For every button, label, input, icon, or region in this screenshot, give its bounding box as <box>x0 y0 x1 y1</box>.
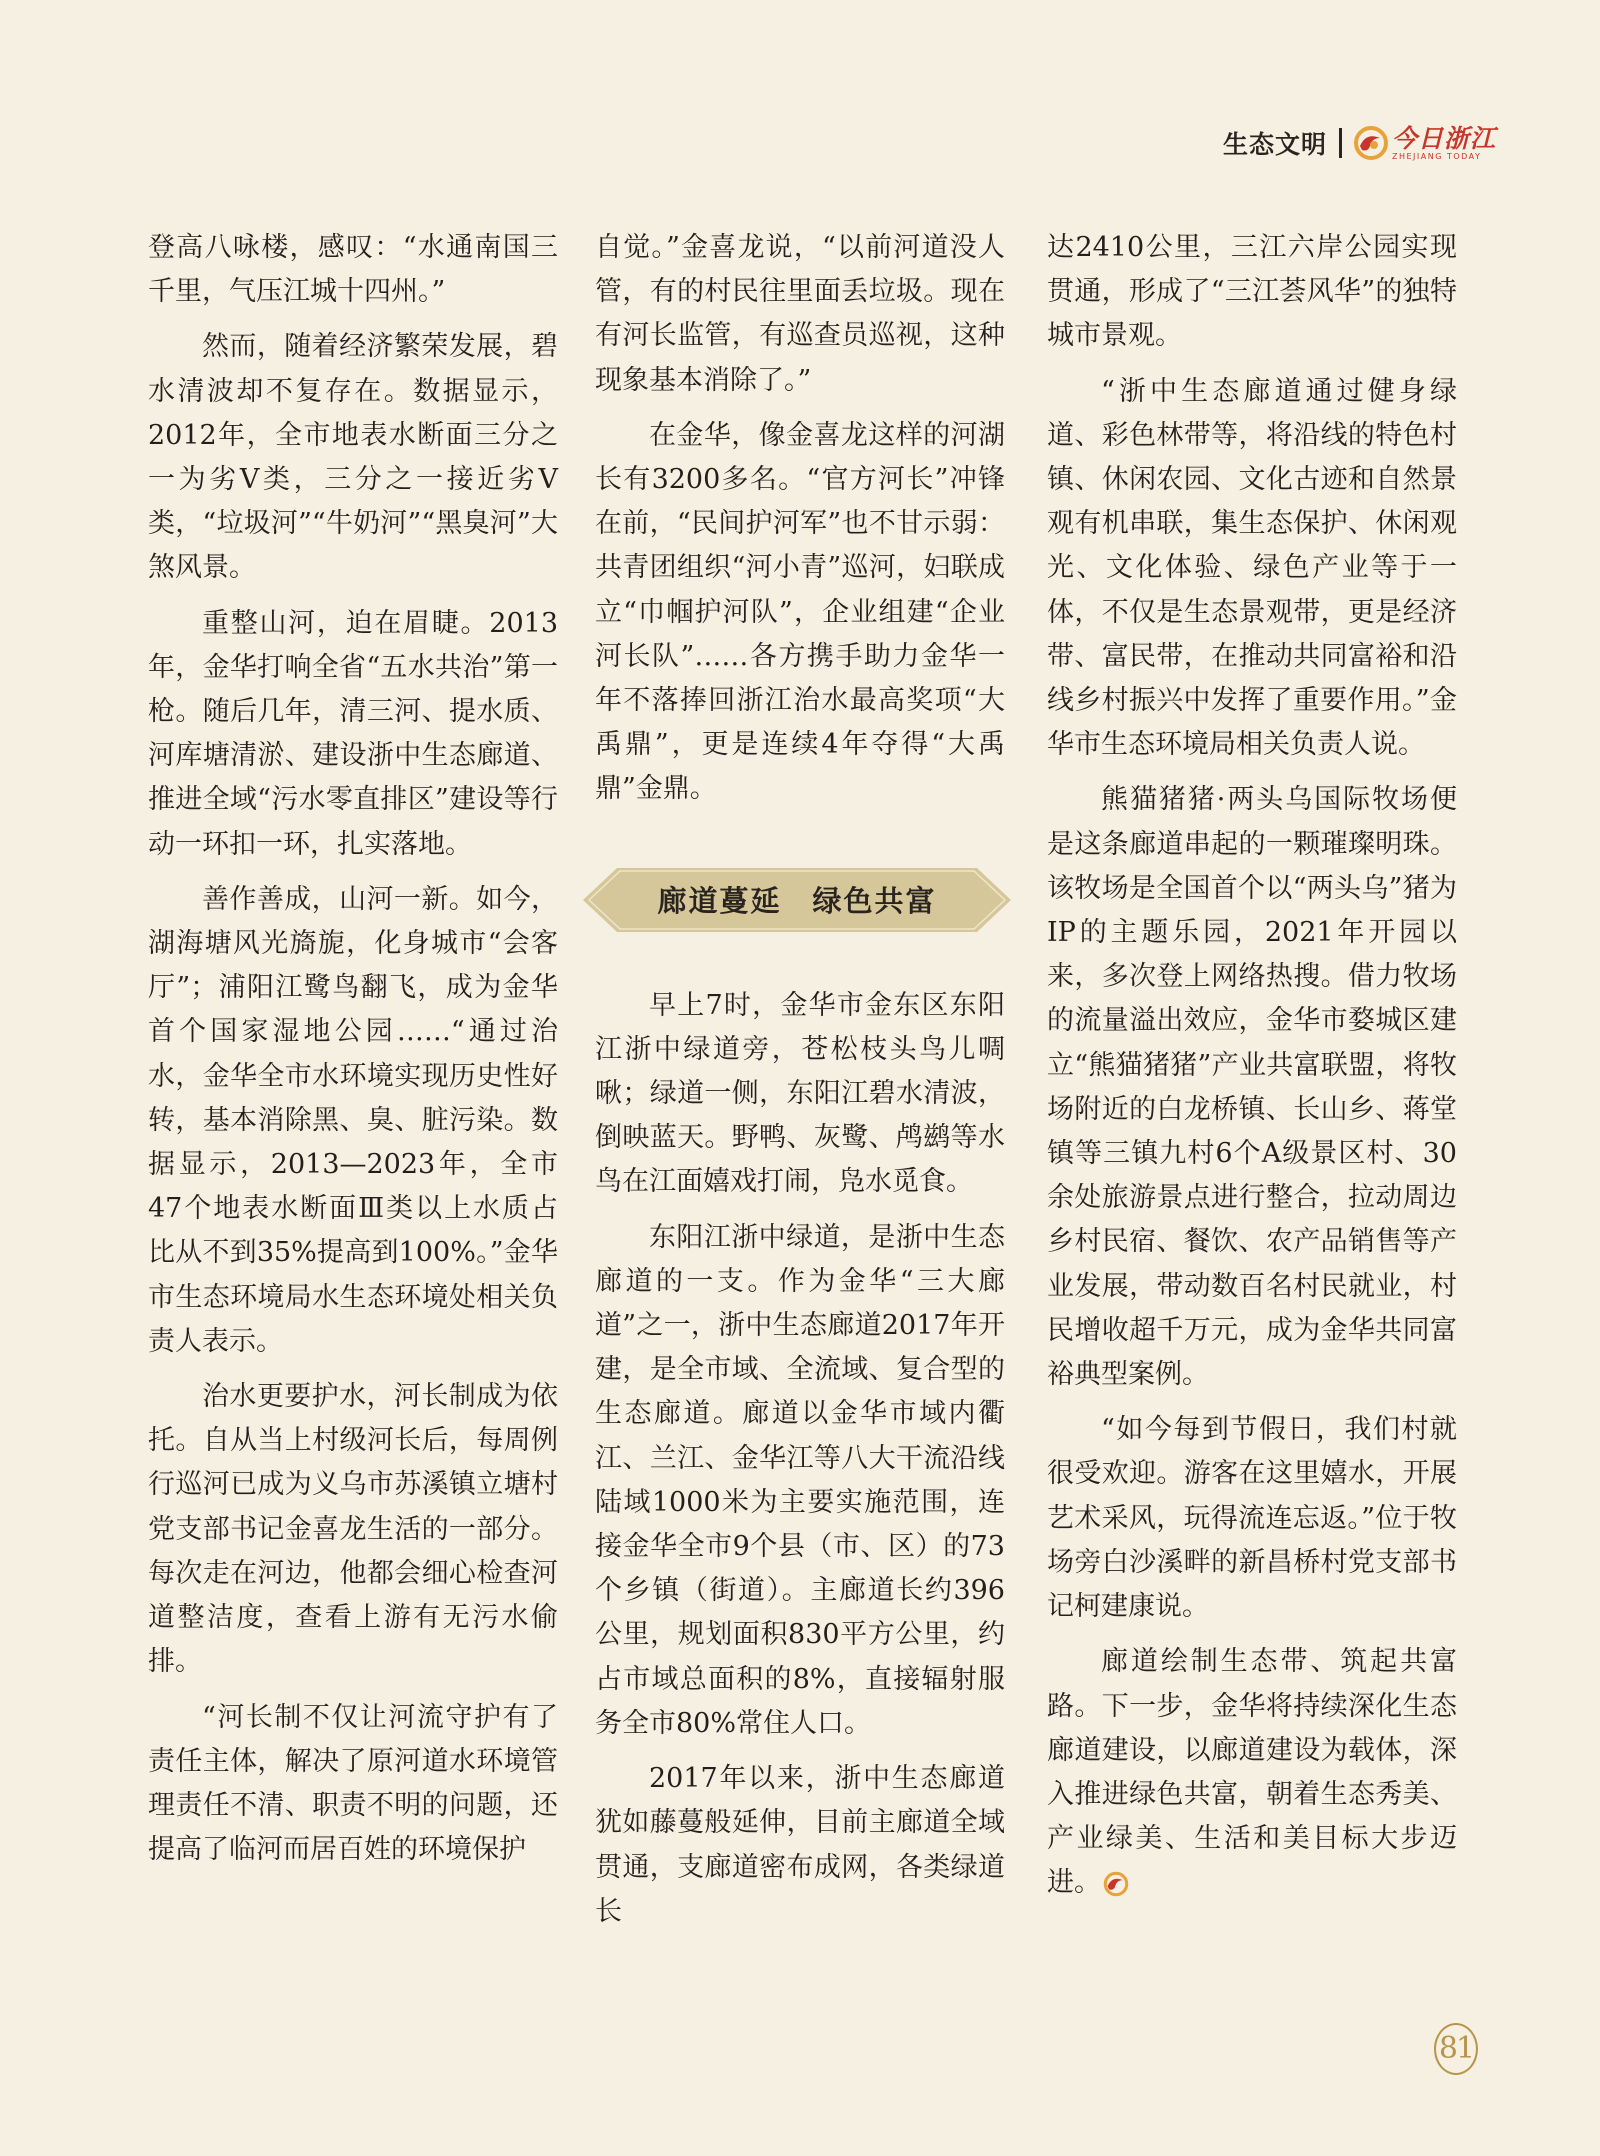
paragraph: “如今每到节假日，我们村就很受欢迎。游客在这里嬉水，开展艺术采风，玩得流连忘返。”位于牧场旁白沙溪畔的新昌桥村党支部书记柯建康说。 <box>1047 1414 1457 1623</box>
article-column-1 <box>148 226 558 1883</box>
paragraph: 东阳江浙中绿道，是浙中生态廊道的一支。作为金华“三大廊道”之一，浙中生态廊道2017年开建，是全市域、全流域、复合型的生态廊道。廊道以金华市域内衢江、兰江、金华江等八大干流沿线陆域1000米为主要实施范围，连接金华全市9个县（市、区）的73个乡镇（街道）。主廊道长约396公里，规划面积830平方公里，约占市域总面积的8%，直接辐射服务全市80%常住人口。 <box>595 1221 1005 1739</box>
article-column-3 <box>1047 226 1457 1917</box>
paragraph: 登高八咏楼，感叹：“水通南国三千里，气压江城十四州。” <box>148 232 558 308</box>
paragraph: 2017年以来，浙中生态廊道犹如藤蔓般延伸，目前主廊道全域贯通，支廊道密布成网，各类绿道长 <box>595 1763 1005 1927</box>
section-heading-banner <box>583 868 1011 932</box>
header-divider <box>1339 128 1342 158</box>
paragraph <box>1047 1640 1457 1905</box>
paragraph: 重整山河，迫在眉睫。2013年，金华打响全省“五水共治”第一枪。随后几年，清三河、提水质、河库塘清淤、建设浙中生态廊道、推进全域“污水零直排区”建设等行动一环扣一环，扎实落地。 <box>148 607 558 860</box>
paragraph: 治水更要护水，河长制成为依托。自从当上村级河长后，每周例行巡河已成为义乌市苏溪镇立塘村党支部书记金喜龙生活的一部分。每次走在河边，他都会细心检查河道整洁度，查看上游有无污水偷排。 <box>148 1381 558 1678</box>
paragraph: 自觉。”金喜龙说，“以前河道没人管，有的村民往里面丢垃圾。现在有河长监管，有巡查员巡视，这种现象基本消除了。” <box>595 232 1005 396</box>
logo-chinese-text: 今日浙江 <box>1391 123 1496 153</box>
paragraph: 然而，随着经济繁荣发展，碧水清波却不复存在。数据显示，2012年，全市地表水断面三分之一为劣Ⅴ类，三分之一接近劣Ⅴ类，“垃圾河”“牛奶河”“黑臭河”大煞风景。 <box>148 331 558 584</box>
end-mark-icon <box>1103 1871 1129 1897</box>
logo-english-text: ZHEJIANG TODAY <box>1391 151 1482 161</box>
magazine-logo <box>1354 123 1496 161</box>
paragraph: “浙中生态廊道通过健身绿道、彩色林带等，将沿线的特色村镇、休闲农园、文化古迹和自然景观有机串联，集生态保护、休闲观光、文化体验、绿色产业等于一体，不仅是生态景观带，更是经济带、富民带，在推动共同富裕和沿线乡村振兴中发挥了重要作用。”金华市生态环境局相关负责人说。 <box>1047 375 1457 761</box>
swirl-logo-icon <box>1354 126 1388 160</box>
article-column-2 <box>595 226 1005 1945</box>
paragraph: 熊猫猪猪·两头乌国际牧场便是这条廊道串起的一颗璀璨明珠。该牧场是全国首个以“两头乌”猪为IP的主题乐园，2021年开园以来，多次登上网络热搜。借力牧场的流量溢出效应，金华市婺城区建立“熊猫猪猪”产业共富联盟，将牧场附近的白龙桥镇、长山乡、蒋堂镇等三镇九村6个A级景区村、30余处旅游景点进行整合，拉动周边乡村民宿、餐饮、农产品销售等产业发展，带动数百名村民就业，村民增收超千万元，成为金华共同富裕典型案例。 <box>1047 784 1457 1391</box>
paragraph: “河长制不仅让河流守护有了责任主体，解决了原河道水环境管理责任不清、职责不明的问题，还提高了临河而居百姓的环境保护 <box>148 1701 558 1866</box>
paragraph-text: 廊道绘制生态带、筑起共富路。下一步，金华将持续深化生态廊道建设，以廊道建设为载体，深入推进绿色共富，朝着生态秀美、产业绿美、生活和美目标大步迈进。 <box>1047 1646 1457 1899</box>
paragraph: 善作善成，山河一新。如今，湖海塘风光旖旎，化身城市“会客厅”；浦阳江鹭鸟翻飞，成为金华首个国家湿地公园……“通过治水，金华全市水环境实现历史性好转，基本消除黑、臭、脏污染。数据显示，2013—2023年，全市47个地表水断面Ⅲ类以上水质占比从不到35%提高到100%。”金华市生态环境局水生态环境处相关负责人表示。 <box>148 883 558 1357</box>
page-header <box>1223 118 1496 168</box>
paragraph: 早上7时，金华市金东区东阳江浙中绿道旁，苍松枝头鸟儿啁啾；绿道一侧，东阳江碧水清波，倒映蓝天。野鸭、灰鹭、鸬鹚等水鸟在江面嬉戏打闹，凫水觅食。 <box>595 989 1005 1198</box>
paragraph: 在金华，像金喜龙这样的河湖长有3200多名。“官方河长”冲锋在前，“民间护河军”也不甘示弱：共青团组织“河小青”巡河，妇联成立“巾帼护河队”，企业组建“企业河长队”……各方携手助力金华一年不落捧回浙江治水最高奖项“大禹鼎”，更是连续4年夺得“大禹鼎”金鼎。 <box>595 419 1005 805</box>
page-number: 81 <box>1434 2023 1478 2075</box>
section-label: 生态文明 <box>1222 130 1327 159</box>
section-heading: 廊道蔓延 绿色共富 <box>657 884 937 919</box>
paragraph: 达2410公里，三江六岸公园实现贯通，形成了“三江荟风华”的独特城市景观。 <box>1047 232 1457 352</box>
